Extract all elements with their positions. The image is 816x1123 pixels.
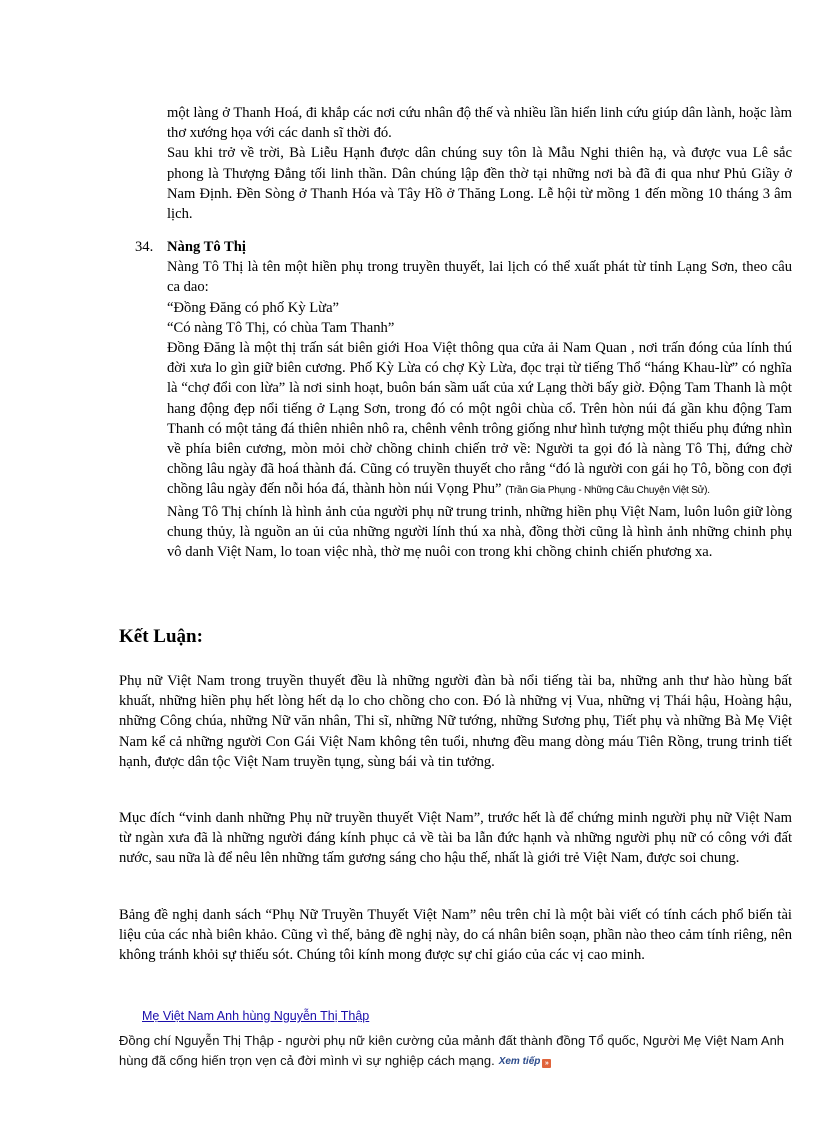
arrow-right-icon: » — [542, 1059, 551, 1068]
read-more-label: Xem tiếp — [498, 1056, 541, 1067]
conclusion-paragraph-2: Mục đích “vinh danh những Phụ nữ truyền thuyết Việt Nam”, trước hết là để chứng minh người phụ nữ Việt Nam từ ngàn xưa đã là những người đáng kính phục cả về tài ba lẫn đức hạnh và những người phụ nữ có công với đất nước, sau nữa là để nêu lên những tấm gương sáng cho hậu thế, nhất là giới trẻ Việt Nam, được soi chung. — [119, 810, 792, 867]
item-34-section — [167, 237, 792, 562]
related-article-link[interactable]: Mẹ Việt Nam Anh hùng Nguyễn Thị Thập — [142, 1009, 370, 1023]
folk-verse-line-1: “Đồng Đăng có phố Kỳ Lừa” — [167, 299, 340, 316]
item-title: Nàng Tô Thị — [167, 239, 246, 255]
intro-paragraph-2: Sau khi trở về trời, Bà Liễu Hạnh được dân chúng suy tôn là Mẫu Nghi thiên hạ, và được vua Lê sắc phong là Thượng Đẳng tối linh thần. Dân chúng lập đền thờ tại những nơi bà đã đi qua như Phủ Giầy ở Nam Định. Đền Sòng ở Thanh Hóa và Tây Hồ ở Thăng Long. Lễ hội từ mồng 1 đến mồng 10 tháng 3 âm lịch. — [167, 145, 792, 223]
conclusion-paragraph-3: Bảng đề nghị danh sách “Phụ Nữ Truyền Thuyết Việt Nam” nêu trên chỉ là một bài viết có tính cách phổ biến tài liệu của các nhà biên khảo. Cũng vì thế, bảng đề nghị này, do cá nhân biên soạn, phần nào theo cảm tính riêng, nên không tránh khỏi sự thiếu sót. Chúng tôi kính mong được sự chỉ giáo của các vị cao minh. — [119, 907, 792, 964]
folk-verse-line-2: “Có nàng Tô Thị, có chùa Tam Thanh” — [167, 319, 395, 336]
item-number: 34. — [135, 239, 154, 255]
conclusion-paragraph-1: Phụ nữ Việt Nam trong truyền thuyết đều là những người đàn bà nổi tiếng tài ba, những anh thư hào hùng bất khuất, những hiền phụ hết lòng hết dạ lo cho chồng cho con. Đó là những vị Vua, những vị Thái hậu, Hoàng hậu, những Công chúa, những Nữ văn nhân, Thi sĩ, những Nữ tướng, những Sương phụ, Tiết phụ và những Bà Mẹ Việt Nam kể cả những người Con Gái Việt Nam không tên tuổi, nhưng đều mang dòng máu Tiên Rồng, trung trinh tiết hạnh, được dân tộc Việt Nam truyền tụng, sùng bái và tin tưởng. — [119, 673, 792, 770]
related-article-snippet — [119, 1031, 792, 1072]
item-body-text: Đồng Đăng là một thị trấn sát biên giới Hoa Việt thông qua cửa ải Nam Quan , nơi trấn đóng của lính thú đời xưa lo gìn giữ biên cương. Phố Kỳ Lừa có chợ Kỳ Lừa, đọc trại từ tiếng Thổ “háng Khau-lừ” có nghĩa là “chợ đổi con lừa” là nơi sinh hoạt, buôn bán sầm uất của xứ Lạng thời bấy giờ. Động Tam Thanh là một hang động đẹp nổi tiếng ở Lạng Sơn, trong đó có một ngôi chùa cổ. Trên hòn núi đá gần khu động Tam Thanh có một tảng đá thiên nhiên nhô ra, chênh vênh trông giống như hình tượng một thiếu phụ đứng nhìn về phía biên cương, mòn mỏi chờ chồng chinh chiến trở về: Người ta gọi đó là nàng Tô Thị, đứng chờ chồng lâu ngày đã hoá thành đá. Cũng có truyền thuyết cho rằng “đó là người con gái họ Tô, bồng con đợi chồng lâu ngày đến nỗi hóa đá, thành hòn núi Vọng Phu” — [167, 340, 792, 498]
conclusion-heading: Kết Luận: — [119, 626, 203, 647]
item-closing-paragraph: Nàng Tô Thị chính là hình ảnh của người phụ nữ trung trinh, những hiền phụ Việt Nam, luôn luôn giữ lòng chung thủy, là nguồn an ủi của những người lính thú xa nhà, đồng thời cũng là hình ảnh những chinh phụ vô danh Việt Nam, lo toan việc nhà, thờ mẹ nuôi con trong khi chồng chinh chiến phương xa. — [167, 503, 793, 561]
snippet-text: Đồng chí Nguyễn Thị Thập - người phụ nữ kiên cường của mảnh đất thành đồng Tổ quốc, Người Mẹ Việt Nam Anh hùng đã cống hiến trọn vẹn cả đời mình vì sự nghiệp cách mạng. — [119, 1033, 785, 1068]
citation: (Trần Gia Phụng - Những Câu Chuyện Việt Sử). — [505, 485, 710, 497]
item-intro-line: Nàng Tô Thị là tên một hiền phụ trong truyền thuyết, lai lịch có thể xuất phát từ tỉnh Lạng Sơn, theo câu ca dao: — [167, 259, 792, 296]
item-body-paragraph — [167, 338, 792, 502]
intro-paragraph-1: một làng ở Thanh Hoá, đi khắp các nơi cứu nhân độ thế và nhiều lần hiển linh cứu giúp dân lành, hoặc làm thơ xướng họa với các danh sĩ thời đó. — [167, 105, 792, 142]
read-more-button[interactable] — [499, 1052, 552, 1072]
intro-section — [167, 103, 792, 224]
